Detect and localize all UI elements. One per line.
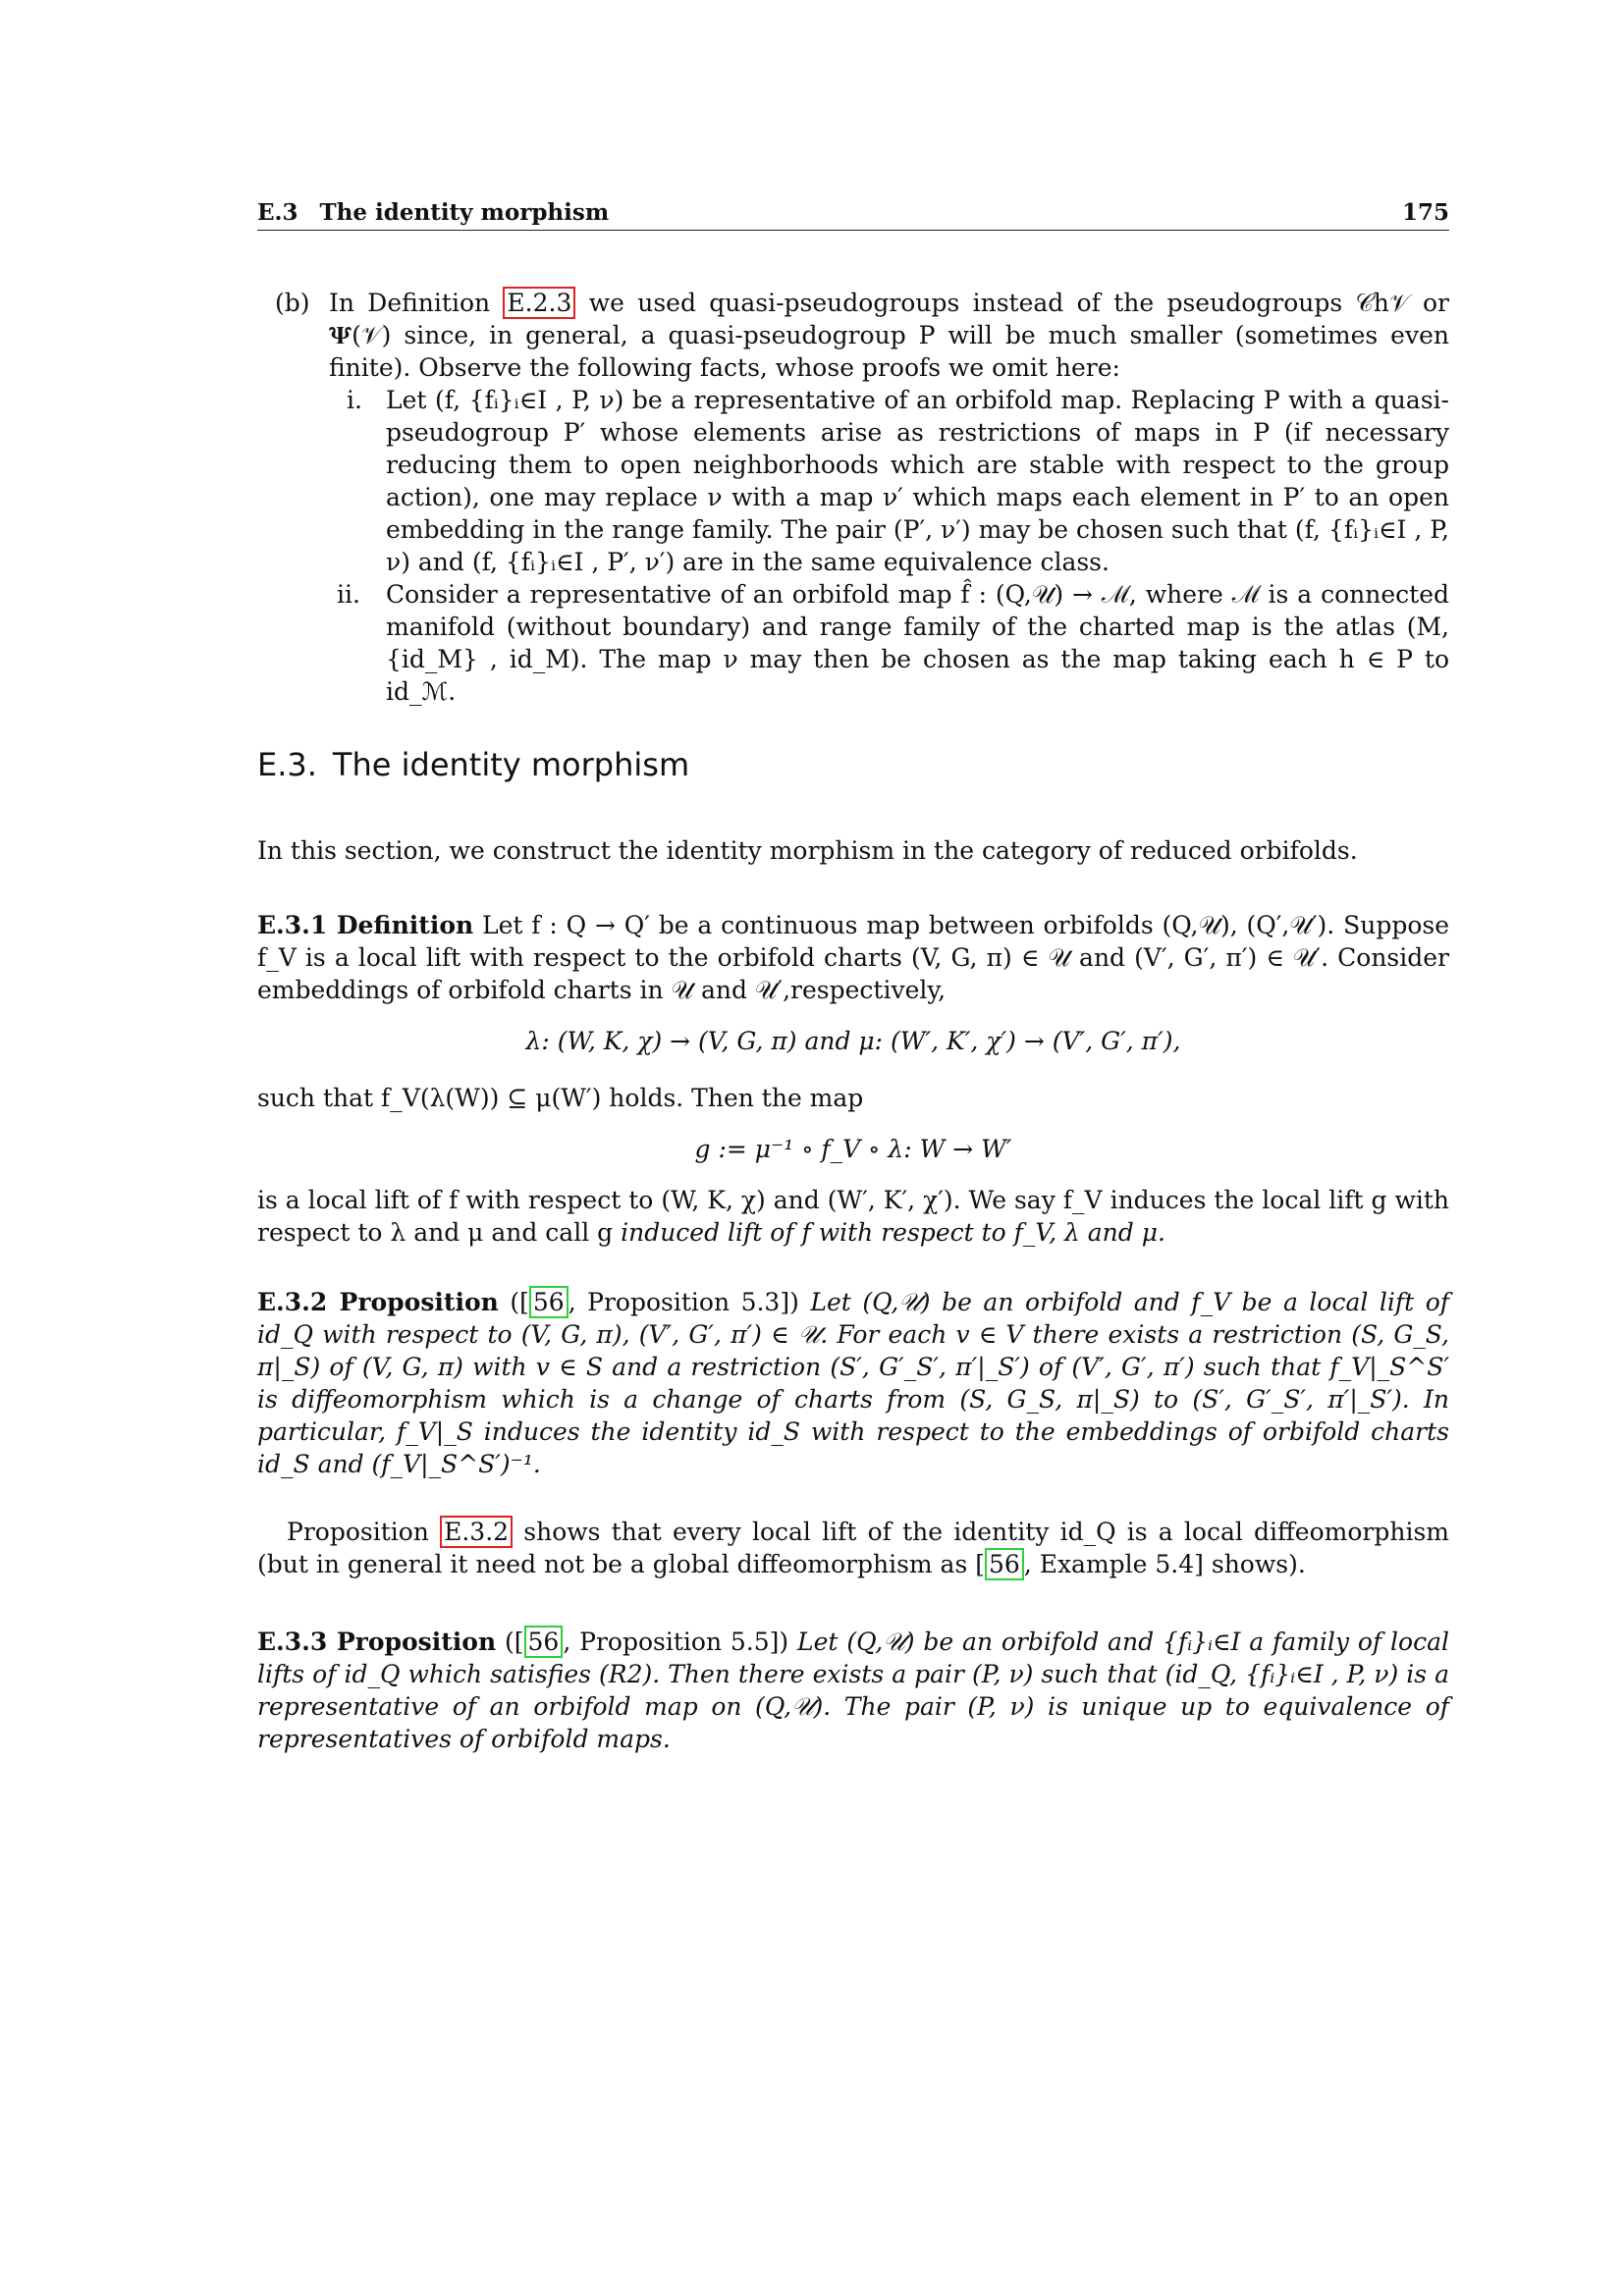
definition-closing-text: is a local lift of f with respect to (W, K, χ) and (W′, K′, χ′). We say f_V induces the local lift g with respect to λ and μ and call g: [257, 1186, 1449, 1247]
running-head-section-number: E.3: [257, 199, 298, 226]
remark-b-text-start: In Definition: [329, 289, 504, 317]
citation-open: (: [505, 1628, 514, 1656]
paragraph-text-start: Proposition: [287, 1518, 441, 1546]
section-heading: [257, 746, 689, 783]
section-number: E.3.: [257, 746, 317, 783]
proposition-text: Let (Q,𝒰) be an orbifold and {fᵢ}ᵢ∈I a family of local lifts of id_Q which satisfies (R2). Then there exists a pair (P, ν) such that (id_Q, {fᵢ}ᵢ∈I , P, ν) is a representative of an orbifold map on (Q,𝒰). The pair (P, ν) is unique up to equivalence of representatives of orbifold maps.: [257, 1628, 1449, 1753]
display-equation-induced-lift: g := μ⁻¹ ∘ f_V ∘ λ: W → W′: [694, 1135, 1012, 1163]
section-title: The identity morphism: [332, 746, 690, 783]
definition-e31: [257, 909, 1449, 1006]
proposition-e33: E.3.3 Proposition ([ 56 , Proposition 5.5]) Let (Q,𝒰) be an orbifold and {fᵢ}ᵢ∈I a family of local lifts of id_Q which satisfies (R2). Then there exists a pair (P, ν) such that (id_Q, {fᵢ}ᵢ∈I , P, ν) is a representative of an orbifold map on (Q,𝒰). The pair (P, ν) is unique up to equivalence of representatives of orbifold maps.: [257, 1628, 1449, 1753]
remark-b-text: we used quasi-pseudogroups instead of the pseudogroups 𝒞h𝒱 or 𝚿(𝒱) since, in general, a quasi-pseudogroup P will be much smaller (sometimes even finite). Observe the following facts, whose proofs we omit here:: [329, 289, 1449, 382]
list-item-label: i.: [347, 386, 362, 414]
paragraph-after-e32: [257, 1516, 1449, 1580]
list-item-label: ii.: [337, 580, 360, 609]
citation-open: (: [510, 1288, 520, 1316]
paragraph-text-end: , Example 5.4] shows).: [1023, 1550, 1306, 1578]
citation-rest: , Proposition 5.3]): [568, 1288, 799, 1316]
ref-definition-e23[interactable]: E.2.3: [503, 287, 575, 319]
citation-ref-56[interactable]: 56: [524, 1626, 564, 1658]
running-head-section-title: The identity morphism: [319, 199, 610, 226]
citation-ref-56[interactable]: 56: [529, 1286, 568, 1318]
citation-rest: , Proposition 5.5]): [563, 1628, 789, 1656]
remark-b: [257, 287, 1449, 708]
definition-closing-italic: induced lift of f with respect to f_V, λ and μ.: [621, 1218, 1165, 1247]
remark-b-label: (b): [275, 289, 310, 317]
proposition-label: E.3.3 Proposition: [257, 1628, 497, 1656]
definition-mid-text: such that f_V(λ(W)) ⊆ μ(W′) holds. Then the map: [257, 1084, 864, 1112]
definition-text: Let f : Q → Q′ be a continuous map between orbifolds (Q,𝒰), (Q′,𝒰′). Suppose f_V is a local lift with respect to the orbifold charts (V, G, π) ∈ 𝒰 and (V′, G′, π′) ∈ 𝒰′. Consider embeddings of orbifold charts in 𝒰 and 𝒰′,respectively,: [257, 911, 1449, 1004]
list-item: [347, 384, 1449, 578]
intro-paragraph: In this section, we construct the identity morphism in the category of reduced orbifolds.: [257, 836, 1358, 865]
page-number: 175: [1401, 199, 1449, 226]
ref-proposition-e32[interactable]: E.3.2: [440, 1516, 513, 1548]
citation-ref-56[interactable]: 56: [985, 1548, 1024, 1580]
proposition-label: E.3.2 Proposition: [257, 1288, 499, 1316]
display-equation-embeddings: λ: (W, K, χ) → (V, G, π) and μ: (W′, K′, χ′) → (V′, G′, π′),: [525, 1027, 1181, 1055]
proposition-text: Let (Q,𝒰) be an orbifold and f_V be a local lift of id_Q with respect to (V, G, π), (V′, G′, π′) ∈ 𝒰. For each v ∈ V there exists a restriction (S, G_S, π|_S) of (V, G, π) with v ∈ S and a restriction (S′, G′_S′, π′|_S′) of (V′, G′, π′) such that f_V|_S^S′ is diffeomorphism which is a change of charts from (S, G_S, π|_S) to (S′, G′_S′, π′|_S′). In particular, f_V|_S induces the identity id_S with respect to the embeddings of orbifold charts id_S and (f_V|_S^S′)⁻¹.: [257, 1288, 1449, 1478]
list-item: [337, 578, 1449, 708]
list-item-text: Let (f, {fᵢ}ᵢ∈I , P, ν) be a representative of an orbifold map. Replacing P with a quasi-pseudogroup P′ whose elements arise as restrictions of maps in P (if necessary reducing them to open neighborhoods which are stable with respect to the group action), one may replace ν with a map ν′ which maps each element in P′ to an open embedding in the range family. The pair (P′, ν′) may be chosen such that (f, {fᵢ}ᵢ∈I , P, ν) and (f, {fᵢ}ᵢ∈I , P′, ν′) are in the same equivalence class.: [386, 386, 1449, 576]
running-head: [257, 199, 1449, 231]
proposition-e32: E.3.2 Proposition ([ 56 , Proposition 5.3]) Let (Q,𝒰) be an orbifold and f_V be a local lift of id_Q with respect to (V, G, π), (V′, G′, π′) ∈ 𝒰. For each v ∈ V there exists a restriction (S, G_S, π|_S) of (V, G, π) with v ∈ S and a restriction (S′, G′_S′, π′|_S′) of (V′, G′, π′) such that f_V|_S^S′ is diffeomorphism which is a change of charts from (S, G_S, π|_S) to (S′, G′_S′, π′|_S′). In particular, f_V|_S induces the identity id_S with respect to the embeddings of orbifold charts id_S and (f_V|_S^S′)⁻¹.: [257, 1288, 1449, 1478]
paragraph-text: shows that every local lift of the identity id_Q is a local diffeomorphism (but in general it need not be a global diffeomorphism as [: [257, 1518, 1449, 1578]
definition-label: E.3.1 Definition: [257, 911, 474, 939]
definition-closing: [257, 1184, 1449, 1249]
list-item-text: Consider a representative of an orbifold map f̂ : (Q,𝒰) → ℳ, where ℳ is a connected manifold (without boundary) and range family of the charted map is the atlas (M, {id_M} , id_M). The map ν may then be chosen as the map taking each h ∈ P to id_ℳ.: [386, 580, 1449, 706]
